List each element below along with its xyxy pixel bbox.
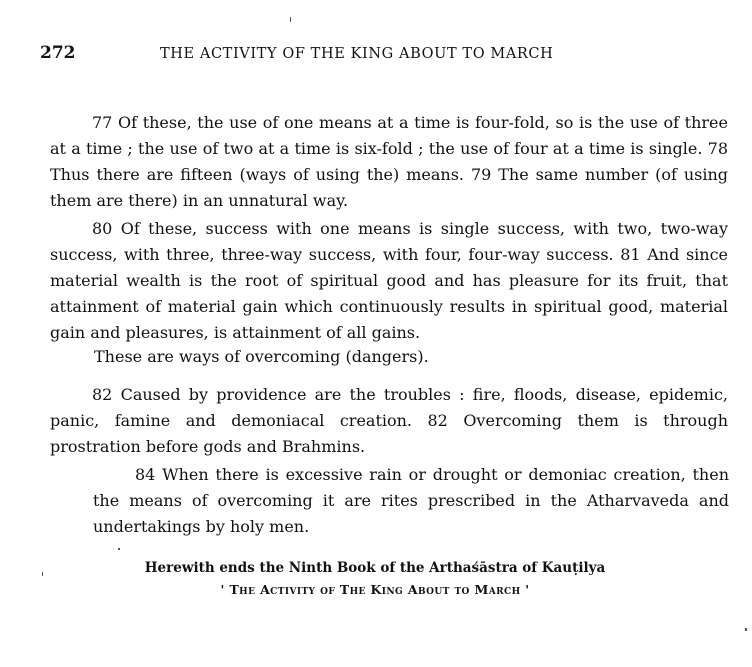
colophon [130, 558, 620, 600]
page-number: 272 [40, 43, 76, 63]
paragraph-84: 84 When there is excessive rain or drought or demoniac creation, then the means of overcoming it are rites prescribed in the Atharvaveda and undertakings by holy men. [93, 465, 729, 536]
colophon-line-1: Herewith ends the Ninth Book of the Arthaśāstra of Kauṭilya [144, 560, 606, 576]
scan-speck [118, 548, 120, 550]
paragraph-77: 77 Of these, the use of one means at a time is four-fold, so is the use of three at a time ; the use of two at a time is six-fold ; the use of four at a time is single. 78 Thus there are fifteen (ways of using the) means. 79 The same number (of using them are there) in an unnatural way. [50, 113, 728, 210]
running-head: THE ACTIVITY OF THE KING ABOUT TO MARCH [160, 46, 554, 62]
paragraph-80: 80 Of these, success with one means is single success, with two, two-way success, with three, three-way success, with four, four-way success. 81 And since material wealth is the root of spiritual good and has pleasure for its fruit, that attainment of material gain which continuously results in spiritual good, material gain and pleasures, is attainment of all gains. [50, 219, 728, 342]
scan-speck [290, 17, 291, 22]
colophon-line-2: ' The Activity of The King About to March ' [220, 582, 530, 597]
paragraph-summary: These are ways of overcoming (dangers). [94, 347, 429, 366]
paragraph-82: 82 Caused by providence are the troubles : fire, floods, disease, epidemic, panic, famine and demoniacal creation. 82 Overcoming them is through prostration before gods and Brahmins. [50, 385, 728, 456]
scan-speck [42, 572, 43, 576]
scan-speck [745, 628, 747, 631]
